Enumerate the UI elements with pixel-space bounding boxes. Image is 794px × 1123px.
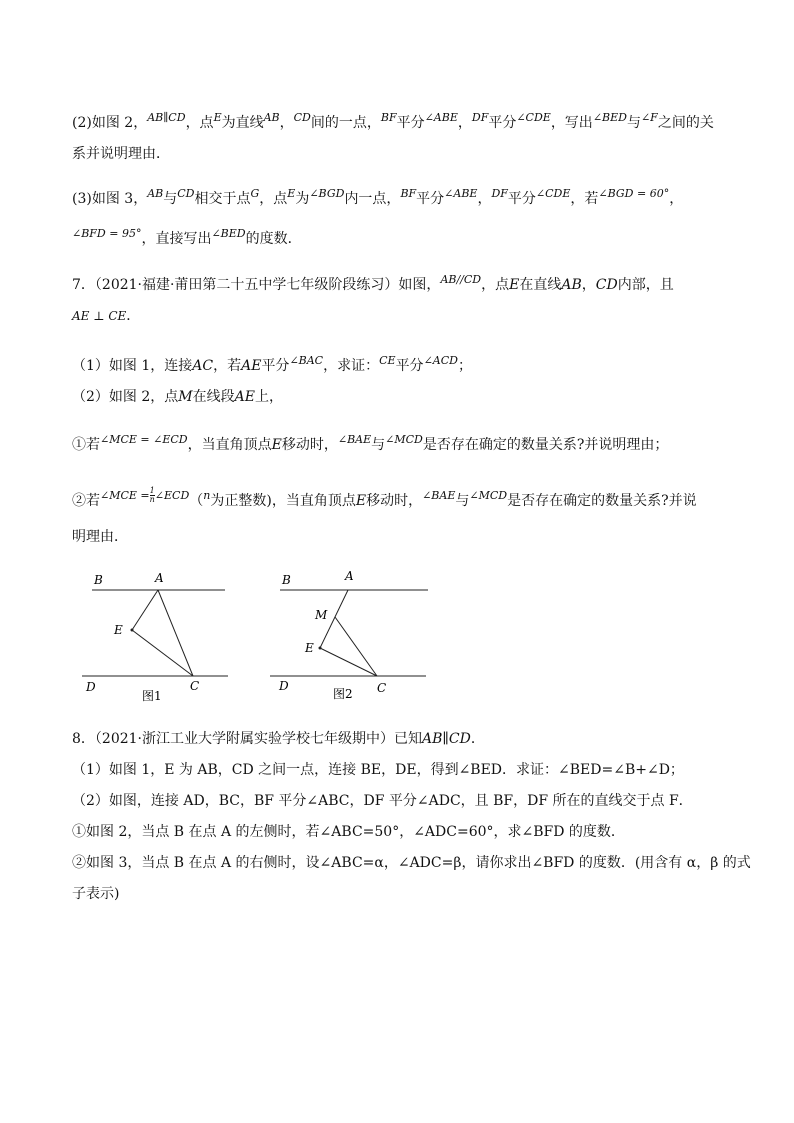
text: 平分	[416, 191, 445, 207]
math: ∠ABE	[424, 111, 458, 124]
math: CE	[379, 354, 396, 367]
math: DF	[491, 187, 508, 200]
text: 7．（2021·福建·莆田第二十五中学七年级阶段练习）如图，	[72, 277, 441, 293]
text: ，	[477, 191, 492, 207]
text: ②若	[72, 493, 100, 509]
text: 为	[295, 191, 310, 207]
q8-sub2-case1: ①如图 2，当点 B 在点 A 的左侧时，若∠ABC=50°，∠ADC=60°，求∠BFD 的度数．	[72, 824, 625, 840]
q7-sub1	[72, 355, 732, 378]
figure-2	[270, 569, 428, 701]
math: DF	[471, 111, 489, 124]
segment-MC	[335, 617, 377, 676]
text: 8．（2021·浙江工业大学附属实验学校七年级期中）已知	[72, 731, 422, 747]
math: AB//CD	[440, 273, 482, 286]
figure-1	[82, 571, 228, 703]
var: E	[271, 437, 282, 453]
text: 移动时，	[366, 493, 423, 509]
text: 是否存在确定的数量关系?并说明理由；	[422, 437, 669, 453]
text: ．	[470, 731, 485, 747]
label-M: M	[315, 608, 328, 622]
math: ∠BED	[211, 227, 246, 240]
text: (2)如图 2，	[72, 115, 148, 131]
caption-fig2: 图2	[333, 687, 353, 701]
text: 与	[626, 115, 641, 131]
text: 在线段	[192, 389, 235, 405]
var: E	[355, 493, 367, 509]
text: 在直线	[519, 277, 562, 293]
math: AB∥CD	[422, 731, 471, 747]
text: 移动时，	[281, 437, 338, 453]
segment-EC	[320, 648, 377, 676]
text: ，点	[185, 115, 214, 131]
text: 的度数．	[245, 231, 302, 247]
text: ，	[669, 191, 684, 207]
label-A: A	[345, 569, 354, 583]
math: ∠F	[640, 111, 658, 124]
q7-title-line2	[72, 305, 732, 327]
text: ，	[279, 115, 294, 131]
text: ，写出	[550, 115, 593, 131]
text: 平分	[507, 191, 536, 207]
text: 上，	[254, 389, 283, 405]
math: AB	[263, 111, 280, 124]
math: AE ⊥ CE	[72, 309, 127, 323]
text: （	[189, 493, 204, 509]
q8-sub1: （1）如图 1，E 为 AB，CD 之间一点，连接 BE，DE，得到∠BED．求证：∠BED=∠B+∠D；	[72, 762, 684, 778]
math: CD	[293, 111, 311, 124]
text: 与	[455, 493, 470, 509]
point-E	[319, 647, 322, 650]
text: 间的一点，	[310, 115, 381, 131]
q6-part3-line2	[72, 228, 732, 251]
label-A: A	[155, 571, 164, 585]
text: 平分	[261, 358, 290, 374]
var: AE	[241, 358, 262, 374]
var: M	[178, 389, 193, 405]
math: ∠BFD = 95°	[72, 227, 142, 240]
var: AB	[561, 277, 582, 293]
math: ∠BAE	[422, 489, 456, 502]
label-C: C	[377, 681, 387, 695]
math: BF	[400, 187, 417, 200]
text: 内部，且	[617, 277, 674, 293]
text: ，点	[481, 277, 510, 293]
q6-part2-line1	[72, 112, 732, 135]
label-B: B	[94, 573, 103, 587]
text: 相交于点	[194, 191, 251, 207]
label-D: D	[86, 680, 96, 694]
math: ∠ECD	[154, 489, 190, 502]
text: ．	[126, 308, 141, 324]
q8-sub2-case2: ②如图 3，当点 B 在点 A 的右侧时，设∠ABC=α，∠ADC=β，请你求出∠BFD 的度数．(用含有 α，β 的式	[72, 855, 751, 871]
q7-sub2-case1	[72, 434, 732, 457]
text: ，求证：	[323, 358, 380, 374]
math: ∠BGD	[309, 187, 345, 200]
fraction-numerator: 1	[149, 485, 155, 495]
math: ∠BED	[592, 111, 627, 124]
text: ，直接写出	[141, 231, 212, 247]
var: E	[509, 277, 520, 293]
math: ∠BAE	[337, 433, 372, 446]
text: ①若	[72, 437, 100, 453]
label-B: B	[282, 573, 291, 587]
math: G	[250, 187, 260, 200]
var: CD	[595, 277, 618, 293]
math: ∠BAC	[289, 354, 324, 367]
text: 之间的关	[657, 115, 714, 131]
text: （2）如图 2，点	[72, 389, 179, 405]
q8-sub2: （2）如图，连接 AD，BC，BF 平分∠ABC，DF 平分∠ADC，且 BF，DF 所在的直线交于点 F．	[72, 793, 693, 809]
var: AC	[192, 358, 214, 374]
math: ∠CDE	[516, 111, 551, 124]
caption-fig1: 图1	[142, 689, 162, 703]
math: E	[213, 111, 222, 124]
segment-AE	[132, 590, 158, 630]
text: 平分	[395, 358, 424, 374]
label-D: D	[279, 679, 289, 693]
math: ∠BGD = 60°	[598, 187, 670, 200]
math: E	[287, 187, 296, 200]
point-E	[131, 629, 134, 632]
math: ∠ACD	[423, 354, 458, 367]
text: 为正整数)，当直角顶点	[210, 493, 356, 509]
text: 内一点，	[344, 191, 401, 207]
math: ∠MCD	[385, 433, 423, 446]
text: ，若	[570, 191, 599, 207]
q8-sub2-case2-line2: 子表示)	[72, 886, 120, 902]
math: ∠ABE	[444, 187, 478, 200]
math: ∠MCD	[469, 489, 508, 502]
text: 与	[163, 191, 178, 207]
label-E: E	[114, 623, 123, 637]
q7-sub2-case2	[72, 485, 732, 513]
q7-sub2	[72, 386, 732, 408]
math: ∠MCE =	[100, 489, 150, 502]
math: ∠CDE	[535, 187, 571, 200]
var: AE	[234, 389, 255, 405]
math: n	[203, 489, 211, 502]
math: CD	[177, 187, 195, 200]
q6-part3-line1	[72, 188, 732, 211]
text: （1）如图 1，连接	[72, 358, 193, 374]
q8-title	[72, 728, 732, 750]
math: AB	[147, 187, 164, 200]
math: ∠MCE = ∠ECD	[100, 433, 188, 446]
q6-part2-line2: 系并说明理由．	[72, 146, 170, 162]
text: ，若	[213, 358, 242, 374]
text: ；	[457, 358, 472, 374]
text: (3)如图 3，	[72, 191, 148, 207]
label-E: E	[305, 641, 314, 655]
text: 平分	[396, 115, 425, 131]
label-C: C	[190, 679, 200, 693]
text: ，点	[259, 191, 288, 207]
math: AB∥CD	[147, 111, 186, 124]
fraction-denominator: n	[149, 494, 155, 504]
q7-title	[72, 274, 732, 297]
text: 与	[371, 437, 386, 453]
text: ，当直角顶点	[187, 437, 272, 453]
text: 平分	[488, 115, 517, 131]
text: 是否存在确定的数量关系?并说	[507, 493, 697, 509]
text: ，	[581, 277, 596, 293]
math: BF	[380, 111, 397, 124]
text: 为直线	[221, 115, 264, 131]
q7-figures	[0, 560, 794, 710]
q7-sub2-case2-line2: 明理由．	[72, 529, 128, 545]
text: ，	[457, 115, 472, 131]
